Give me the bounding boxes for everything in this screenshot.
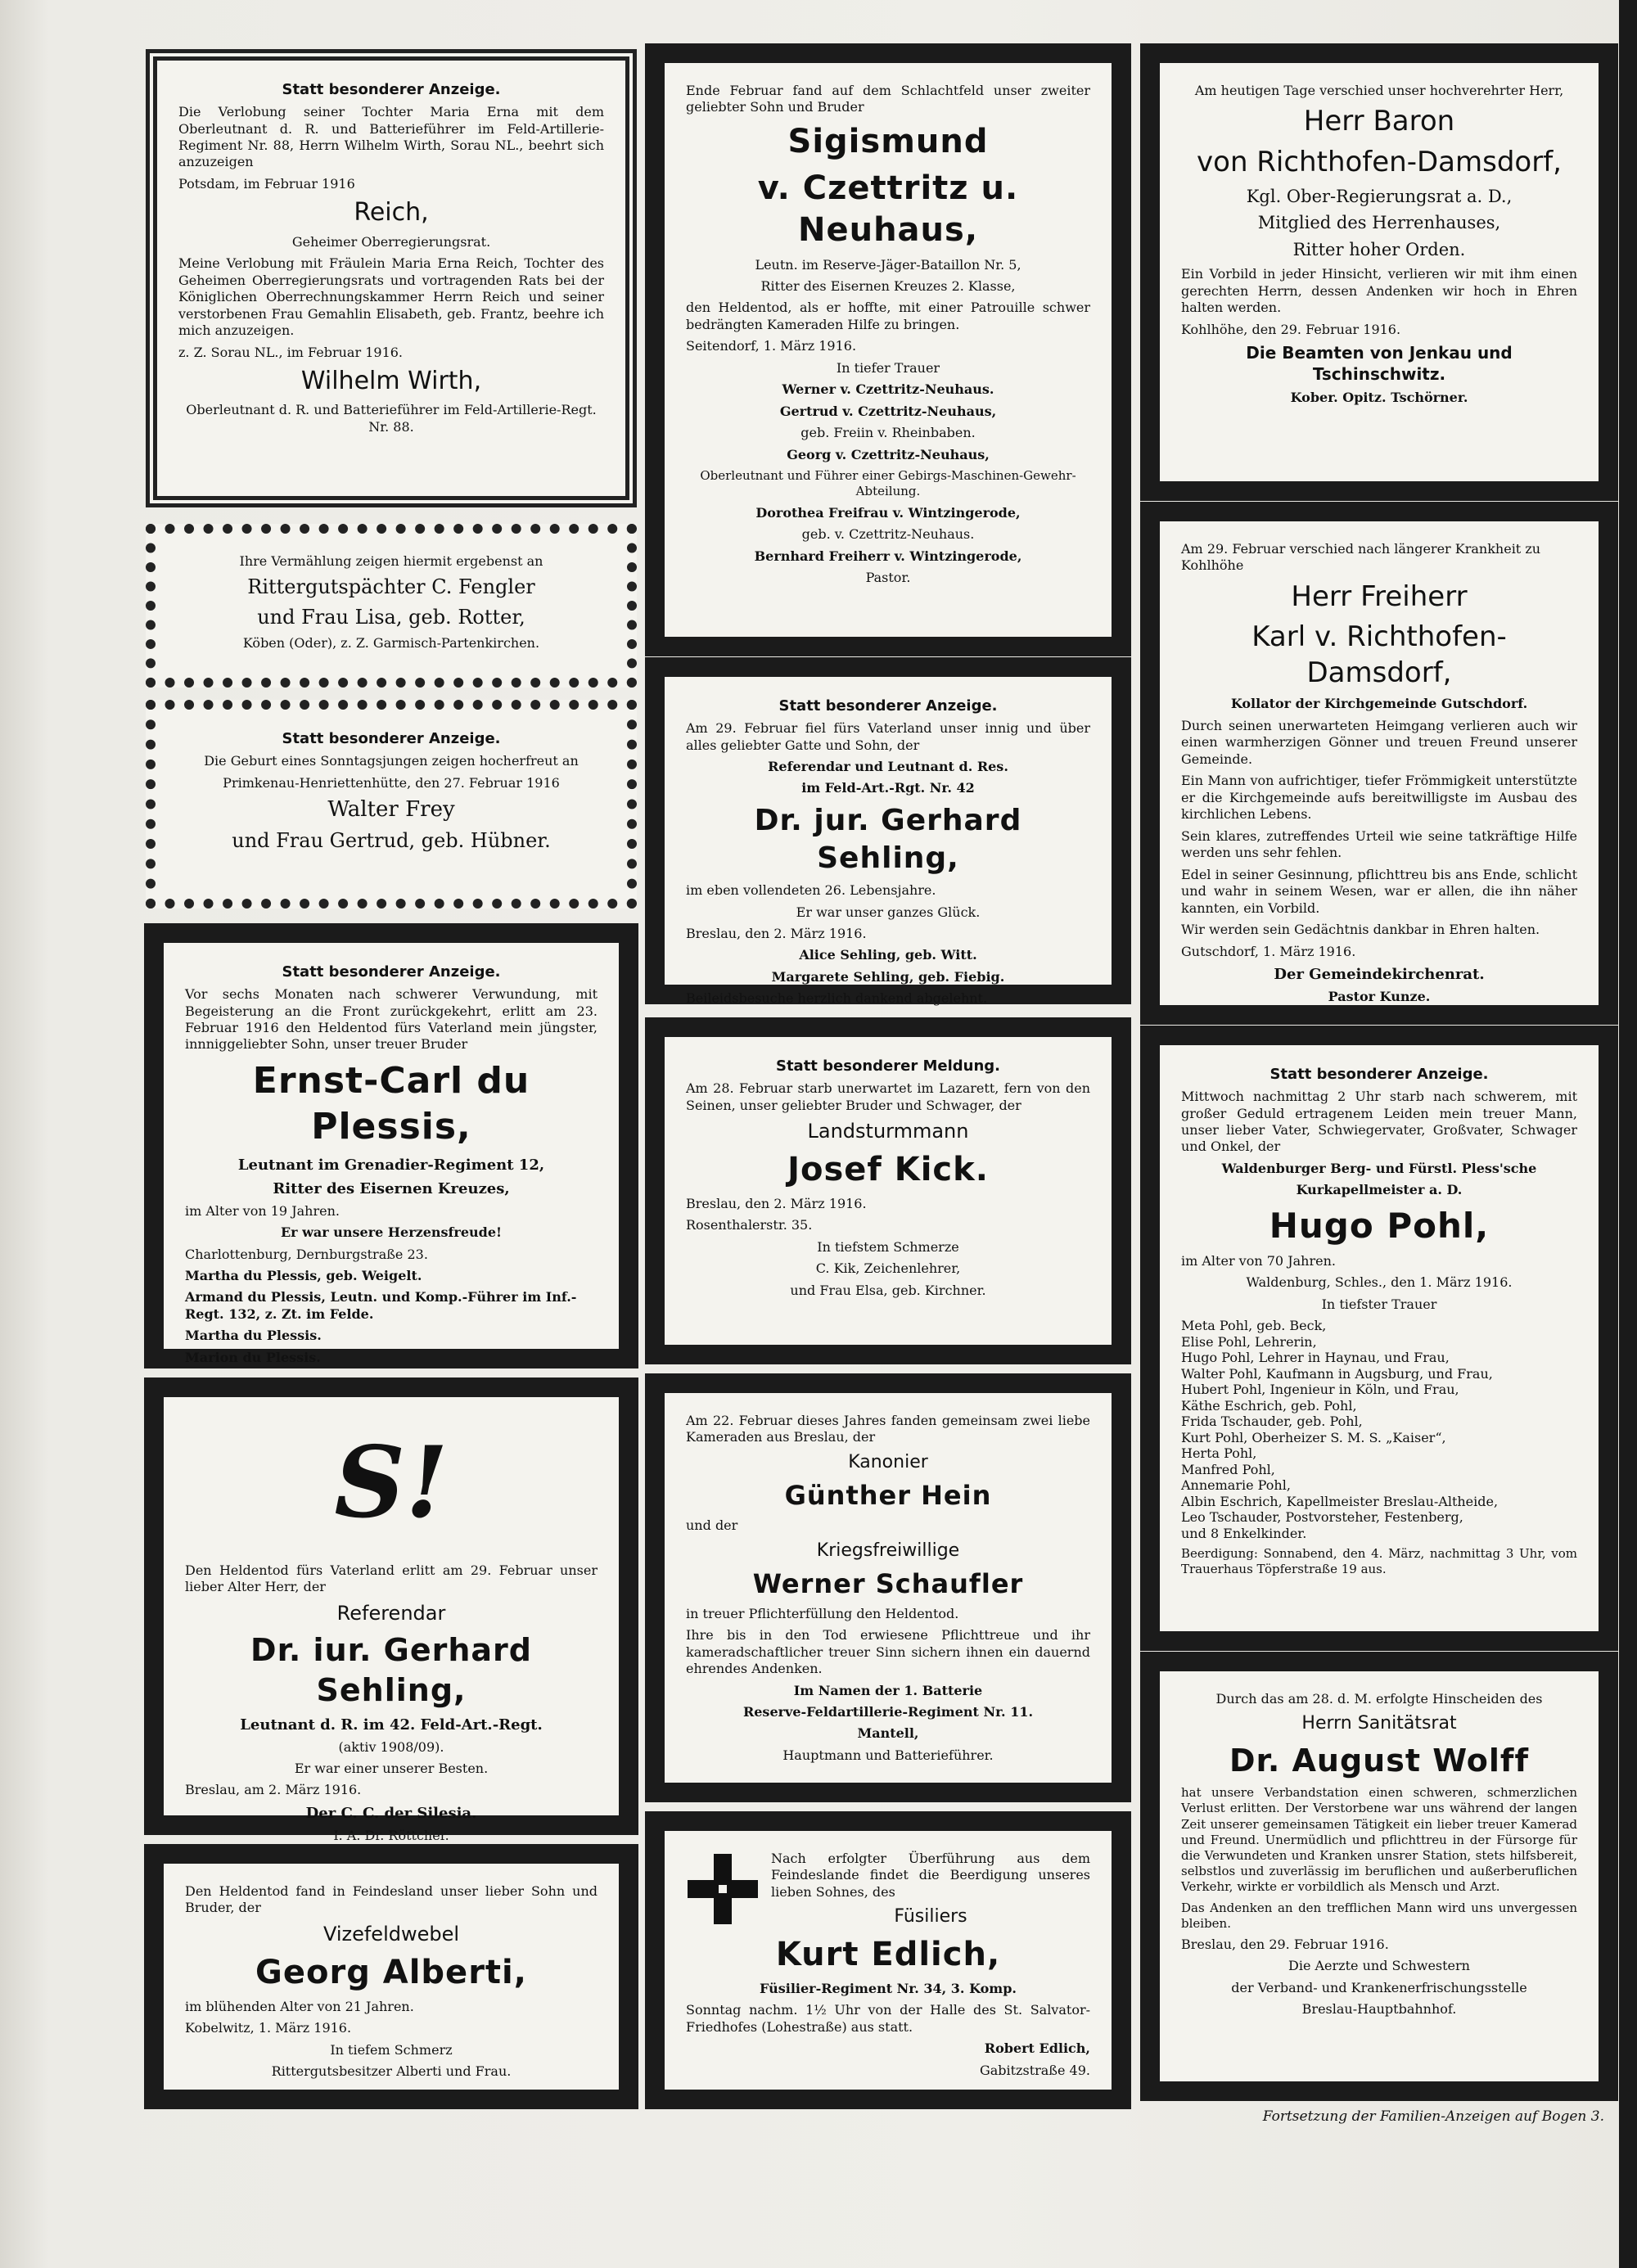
- ad-signature: Im Namen der 1. Batterie: [793, 1682, 983, 1698]
- ad-signature: und Frau Elsa, geb. Kirchner.: [790, 1282, 986, 1298]
- ad-signature: Breslau-Hauptbahnhof.: [1301, 2001, 1457, 2018]
- ad-signature: Herta Pohl,: [1181, 1445, 1257, 1462]
- ad-text: Durch seinen unerwarteten Heimgang verlieren auch wir einen warmherzigen Gönner und treuen Freund unserer Gemeinde.: [1181, 717, 1577, 767]
- ad-name: Walter Frey: [327, 796, 455, 822]
- ad-place: Breslau, am 2. März 1916.: [185, 1782, 362, 1798]
- obituary-kick: [647, 1019, 1130, 1363]
- ad-signature: Der C. C. der Silesia.: [305, 1804, 477, 1822]
- iron-cross-icon: [686, 1852, 760, 1926]
- ad-header: Statt besonderer Anzeige.: [282, 81, 501, 98]
- ad-header: Statt besonderer Anzeige.: [1269, 1066, 1489, 1083]
- ad-name: Sigismund: [787, 122, 989, 160]
- ad-name: von Richthofen-Damsdorf,: [1197, 145, 1562, 178]
- ad-signature: Hubert Pohl, Ingenieur in Köln, und Frau,: [1181, 1382, 1459, 1398]
- ad-name: und Frau Gertrud, geb. Hübner.: [232, 829, 551, 853]
- ad-name: Ernst-Carl du Plessis,: [252, 1059, 530, 1148]
- ad-rank: Füsilier-Regiment Nr. 34, 3. Komp.: [760, 1980, 1017, 1996]
- obituary-pohl: [1142, 1027, 1617, 1649]
- ad-text: Durch das am 28. d. M. erfolgte Hinscheiden des: [1215, 1691, 1543, 1707]
- ad-signature: der Verband- und Krankenerfrischungsstelle: [1231, 1979, 1527, 1995]
- ad-text: Die Verlobung seiner Tochter Maria Erna mit dem Oberleutnant d. R. und Batterieführer im Feld-Artillerie-Regiment Nr. 88, Herrn Wilhelm Wirth, Sorau NL., beehrt sich anzuzeigen: [178, 104, 604, 170]
- ad-text: Sein klares, zutreffendes Urteil wie seine tatkräftige Hilfe werden uns sehr fehlen.: [1181, 827, 1577, 861]
- ad-sub: Kriegsfreiwillige: [816, 1540, 960, 1561]
- ad-signature: Oberleutnant und Führer einer Gebirgs-Maschinen-Gewehr-Abteilung.: [700, 468, 1076, 499]
- ad-text: Am 28. Februar starb unerwartet im Lazarett, fern von den Seinen, unser geliebter Bruder und Schwager, der: [686, 1080, 1090, 1113]
- ad-signature: Gertrud v. Czettritz-Neuhaus,: [779, 403, 997, 419]
- obituary-baron-richthofen: [1142, 45, 1617, 499]
- ad-text: Wir werden sein Gedächtnis dankbar in Ehren halten.: [1181, 922, 1540, 938]
- engagement-notice: [146, 49, 637, 507]
- ad-text: Am heutigen Tage verschied unser hochverehrter Herr,: [1194, 83, 1564, 98]
- ad-place: Köben (Oder), z. Z. Garmisch-Partenkirchen.: [242, 634, 540, 651]
- ad-name: Hugo Pohl,: [1269, 1205, 1490, 1246]
- ad-grief: In tiefem Schmerz: [330, 2041, 453, 2058]
- ad-place: Gutschdorf, 1. März 1916.: [1181, 943, 1356, 959]
- ad-place: z. Z. Sorau NL., im Februar 1916.: [178, 344, 404, 360]
- fraternity-monogram: S!: [334, 1425, 449, 1540]
- ad-text: Ein Mann von aufrichtiger, tiefer Frömmigkeit unterstützte er die Kirchgemeinde aufs bereitwilligste im Ausbau des kirchlichen Lebens.: [1181, 773, 1577, 823]
- ad-sub: Kanonier: [848, 1451, 928, 1472]
- ad-signature: Leo Tschauder, Postvorsteher, Festenberg,: [1181, 1509, 1463, 1526]
- ad-signature: Dorothea Freifrau v. Wintzingerode,: [755, 504, 1021, 521]
- ad-text: Den Heldentod fand in Feindesland unser lieber Sohn und Bruder, der: [185, 1883, 598, 1916]
- ad-name: Josef Kick.: [787, 1150, 989, 1188]
- ad-sub: Referendar: [336, 1601, 446, 1625]
- ad-signature: Kober. Opitz. Tschörner.: [1290, 390, 1468, 406]
- ad-title: Oberleutnant d. R. und Batterieführer im Feld-Artillerie-Regt. Nr. 88.: [186, 402, 597, 435]
- obituary-freiherr-richthofen: [1142, 503, 1617, 1023]
- ad-text: Mittwoch nachmittag 2 Uhr starb nach schwerem, mit großer Geduld ertragenem Leiden mein treuer Mann, unser lieber Vater, Schwiegervater, Großvater, Schwager und Onkel, der: [1181, 1089, 1577, 1155]
- ad-text: hat unsere Verbandstation einen schweren, schmerzlichen Verlust erlitten. Der Verstorbene war uns während der langen Zeit unserer gemeinsamen Tätigkeit ein lieber treuer Kamerad und Freund. Unermüdlich und pflichttreu in der Fürsorge für die Verwundeten und Kranken unsrer Station, stets hilfsbereit, selbstlos und zuverlässig im beruflichen und außerberuflichen Verkehr, wirkte er vorbildlich als Mensch und Arzt.: [1181, 1785, 1577, 1895]
- ad-place: Kobelwitz, 1. März 1916.: [185, 2020, 352, 2036]
- ad-place: Breslau, den 2. März 1916.: [686, 1195, 867, 1211]
- ad-name: Rittergutspächter C. Fengler: [247, 575, 535, 599]
- ad-age: im Alter von 70 Jahren.: [1181, 1252, 1336, 1269]
- ad-title: Kurkapellmeister a. D.: [1296, 1182, 1463, 1198]
- ad-signature: Die Beamten von Jenkau und Tschinschwitz.: [1246, 343, 1513, 384]
- ad-funeral: Beerdigung: Sonnabend, den 4. März, nachmittag 3 Uhr, vom Trauerhaus Töpferstraße 19 aus.: [1181, 1546, 1577, 1577]
- ad-signature: Hauptmann und Batterieführer.: [782, 1747, 994, 1763]
- ad-signature: Meta Pohl, geb. Beck,: [1181, 1318, 1327, 1333]
- ad-grief: In tiefer Trauer: [836, 359, 940, 376]
- ad-text: und der: [686, 1517, 738, 1534]
- ad-text: Den Heldentod fürs Vaterland erlitt am 29. Februar unser lieber Alter Herr, der: [185, 1562, 598, 1595]
- ad-title: Ritter hoher Orden.: [1292, 240, 1466, 260]
- ad-signature: Hugo Pohl, Lehrer in Haynau, und Frau,: [1181, 1350, 1450, 1366]
- obituary-wolff: [1142, 1653, 1617, 2099]
- ad-text: Am 22. Februar dieses Jahres fanden gemeinsam zwei liebe Kameraden aus Breslau, der: [686, 1413, 1090, 1445]
- page-edge: [1619, 0, 1637, 2268]
- ad-place: Potsdam, im Februar 1916: [178, 175, 355, 192]
- ad-signature: Martha du Plessis, geb. Weigelt.: [185, 1268, 422, 1283]
- ad-name: Herr Baron: [1303, 105, 1455, 138]
- ad-name: Reich,: [354, 198, 429, 228]
- ad-signature: Rittergutsbesitzer Alberti und Frau.: [271, 2063, 512, 2080]
- ad-name: Herr Freiherr: [1291, 579, 1468, 613]
- ad-text: Sonntag nachm. 1½ Uhr von der Halle des St. Salvator-Friedhofes (Lohestraße) aus statt.: [686, 2002, 1090, 2035]
- ad-place: Breslau, den 29. Februar 1916.: [1181, 1936, 1389, 1952]
- ad-signature: Margarete Sehling, geb. Fiebig.: [771, 968, 1005, 985]
- ad-grief: In tiefstem Schmerze: [817, 1238, 959, 1255]
- wedding-notice: [146, 524, 637, 688]
- obituary-edlich: [647, 1813, 1130, 2108]
- ad-text: Ihre Vermählung zeigen hiermit ergebenst an: [239, 553, 543, 569]
- ad-name: Georg Alberti,: [255, 1953, 527, 1991]
- birth-notice: [146, 700, 637, 909]
- ad-honor: Ritter des Eisernen Kreuzes,: [273, 1179, 510, 1197]
- ad-text: Meine Verlobung mit Fräulein Maria Erna Reich, Tochter des Geheimen Oberregierungsrats und vortragenden Rats bei der Königlichen Oberrechnungskammer Herrn Reich und seiner verstorbenen Frau Gemahlin Elisabeth, geb. Frantz, beehre ich mich anzuzeigen.: [178, 255, 604, 339]
- obituary-sehling-silesia: [146, 1379, 637, 1843]
- ad-address: Rosenthalerstr. 35.: [686, 1217, 813, 1233]
- ad-motto: Er war unsere Herzensfreude!: [280, 1224, 503, 1241]
- ad-signature: Kurt Pohl, Oberheizer S. M. S. „Kaiser“,: [1181, 1429, 1446, 1445]
- ad-sub: Füsiliers: [894, 1906, 967, 1928]
- ad-signature: Der Gemeindekirchenrat.: [1274, 966, 1485, 984]
- ad-text: Am 29. Februar fiel fürs Vaterland unser innig und über alles geliebter Gatte und Sohn, der: [686, 720, 1090, 753]
- obituary-du-plessis: [146, 925, 637, 1367]
- ad-signature: Gabitzstraße 49.: [979, 2062, 1090, 2078]
- ad-name: und Frau Lisa, geb. Rotter,: [257, 606, 525, 629]
- ad-signature: geb. Freiin v. Rheinbaben.: [800, 425, 976, 441]
- ad-signature: Pastor.: [865, 569, 911, 585]
- continuation-note: Fortsetzung der Familien-Anzeigen auf Bogen 3.: [1262, 2108, 1604, 2125]
- ad-text: Ein Vorbild in jeder Hinsicht, verlieren wir mit ihm einen gerechten Herrn, dessen Andenken wir hoch in Ehren halten werden.: [1181, 266, 1577, 316]
- ad-signature: Robert Edlich,: [984, 2040, 1090, 2057]
- ad-name: Werner Schaufler: [752, 1567, 1024, 1599]
- ad-signature: Die Aerzte und Schwestern: [1288, 1958, 1470, 1974]
- ad-text: Ihre bis in den Tod erwiesene Pflichttreue und ihr kameradschaftlicher treuer Sinn sichern ihnen ein dauernd ehrendes Andenken.: [686, 1627, 1090, 1677]
- ad-signature: Walter Pohl, Kaufmann in Augsburg, und Frau,: [1181, 1365, 1493, 1382]
- ad-name: Günther Hein: [784, 1480, 992, 1512]
- ad-sub: Vizefeldwebel: [322, 1922, 460, 1946]
- ad-title: Kollator der Kirchgemeinde Gutschdorf.: [1230, 696, 1528, 712]
- ad-signature: Mantell,: [857, 1725, 919, 1742]
- ad-place: Seitendorf, 1. März 1916.: [686, 338, 857, 354]
- ad-text: Das Andenken an den trefflichen Mann wird uns unvergessen bleiben.: [1181, 1900, 1577, 1931]
- ad-name: Karl v. Richthofen-Damsdorf,: [1251, 620, 1507, 689]
- ad-title: Waldenburger Berg- und Fürstl. Pless'sche: [1221, 1160, 1537, 1176]
- ad-header: Statt besonderer Anzeige.: [778, 697, 998, 715]
- obituary-czettritz: [647, 45, 1130, 655]
- ad-note: Beileidsbesuche herzlich dankend abgelehnt.: [686, 990, 988, 1007]
- ad-signature: Marion du Plessis.: [185, 1349, 321, 1365]
- obituary-hein-schaufler: [647, 1375, 1130, 1801]
- ad-header: Statt besonderer Meldung.: [775, 1057, 1001, 1075]
- ad-name: Wilhelm Wirth,: [300, 367, 482, 396]
- ad-motto: Er war einer unserer Besten.: [294, 1761, 489, 1776]
- ad-signature: Frida Tschauder, geb. Pohl,: [1181, 1414, 1363, 1430]
- ad-header: Statt besonderer Anzeige.: [282, 730, 501, 747]
- ad-motto: Er war unser ganzes Glück.: [796, 904, 981, 920]
- ad-place: Kohlhöhe, den 29. Februar 1916.: [1181, 321, 1401, 337]
- ad-name: v. Czettritz u. Neuhaus,: [757, 169, 1019, 250]
- ad-signature: und 8 Enkelkinder.: [1181, 1525, 1307, 1541]
- ad-signature: Elise Pohl, Lehrerin,: [1181, 1333, 1317, 1350]
- ad-text: Vor sechs Monaten nach schwerer Verwundung, mit Begeisterung an die Front zurückgekehrt, erlitt am 23. Februar 1916 den Heldentod fürs Vaterland mein jüngster, innniggeliebter Sohn, unser treuer Bruder: [185, 986, 598, 1053]
- ad-place: Waldenburg, Schles., den 1. März 1916.: [1246, 1274, 1513, 1291]
- ad-rank: Leutnant d. R. im 42. Feld-Art.-Regt.: [240, 1716, 543, 1734]
- ad-rank: Leutn. im Reserve-Jäger-Bataillon Nr. 5,: [755, 256, 1021, 273]
- ad-active: (aktiv 1908/09).: [338, 1738, 444, 1755]
- ad-honor: Ritter des Eisernen Kreuzes 2. Klasse,: [760, 277, 1016, 294]
- ad-signature: I. A. Dr. Röttcher.: [333, 1827, 449, 1843]
- ad-place: Charlottenburg, Dernburgstraße 23.: [185, 1246, 428, 1262]
- ad-age: im Alter von 19 Jahren.: [185, 1202, 340, 1219]
- ad-rank: im Feld-Art.-Rgt. Nr. 42: [801, 780, 975, 796]
- obituary-alberti: [146, 1846, 637, 2108]
- ad-signature: Martha du Plessis.: [185, 1328, 322, 1344]
- ad-sub: Herrn Sanitätsrat: [1301, 1713, 1457, 1734]
- ad-age: im blühenden Alter von 21 Jahren.: [185, 1998, 414, 2014]
- ad-text: den Heldentod, als er hoffte, mit einer Patrouille schwer bedrängten Kameraden Hilfe zu bringen.: [686, 300, 1090, 332]
- ad-signature: geb. v. Czettritz-Neuhaus.: [801, 526, 975, 543]
- ad-rank: Referendar und Leutnant d. Res.: [768, 758, 1008, 774]
- ad-grief: In tiefster Trauer: [1321, 1296, 1437, 1312]
- ad-signature: Reserve-Feldartillerie-Regiment Nr. 11.: [742, 1703, 1034, 1720]
- ad-rank: Leutnant im Grenadier-Regiment 12,: [237, 1156, 545, 1174]
- ad-text: Am 29. Februar verschied nach längerer Krankheit zu Kohlhöhe: [1181, 541, 1541, 574]
- ad-signature: Werner v. Czettritz-Neuhaus.: [782, 381, 994, 398]
- ad-name: Dr. August Wolff: [1229, 1742, 1529, 1779]
- ad-signature: Manfred Pohl,: [1181, 1461, 1275, 1477]
- ad-signature: Bernhard Freiherr v. Wintzingerode,: [754, 548, 1022, 564]
- obituary-sehling-family: [647, 659, 1130, 1007]
- ad-title: Geheimer Oberregierungsrat.: [291, 233, 491, 250]
- ad-text: Ende Februar fand auf dem Schlachtfeld unser zweiter geliebter Sohn und Bruder: [686, 83, 1090, 115]
- ad-text: Nach erfolgter Überführung aus dem Feindeslande findet die Beerdigung unseres lieben Sohnes, des: [771, 1851, 1090, 1900]
- ad-text: Edel in seiner Gesinnung, pflichttreu bis ans Ende, schlicht und wahr in seinem Wesen, war er allen, die ihn näher kannten, ein Vorbild.: [1181, 866, 1577, 916]
- ad-signature: Georg v. Czettritz-Neuhaus,: [787, 446, 990, 462]
- ad-signature: Albin Eschrich, Kapellmeister Breslau-Altheide,: [1181, 1493, 1499, 1509]
- ad-title: Mitglied des Herrenhauses,: [1257, 213, 1501, 233]
- ad-sub: Landsturmmann: [807, 1119, 969, 1143]
- ad-name: Kurt Edlich,: [775, 1935, 1001, 1973]
- ad-text: Die Geburt eines Sonntagsjungen zeigen hocherfreut an: [204, 753, 579, 769]
- ad-place: Primkenau-Henriettenhütte, den 27. Februar 1916: [223, 774, 560, 791]
- ad-signature: Annemarie Pohl,: [1181, 1477, 1291, 1494]
- ad-signature: Pastor Kunze.: [1328, 989, 1431, 1005]
- ad-name: Dr. jur. Gerhard Sehling,: [754, 803, 1022, 875]
- ad-name: Dr. iur. Gerhard Sehling,: [250, 1632, 532, 1708]
- ad-header: Statt besonderer Anzeige.: [282, 963, 501, 981]
- ad-signature: C. Kik, Zeichenlehrer,: [815, 1260, 961, 1277]
- ad-title: Kgl. Ober-Regierungsrat a. D.,: [1246, 186, 1513, 206]
- ad-signature: Käthe Eschrich, geb. Pohl,: [1181, 1397, 1357, 1414]
- ad-age: im eben vollendeten 26. Lebensjahre.: [686, 882, 936, 899]
- ad-place: Breslau, den 2. März 1916.: [686, 926, 867, 941]
- ad-signature: Alice Sehling, geb. Witt.: [799, 947, 977, 963]
- ad-text: in treuer Pflichterfüllung den Heldentod.: [686, 1605, 959, 1621]
- ad-signature: Armand du Plessis, Leutn. und Komp.-Führer im Inf.-Regt. 132, z. Zt. im Felde.: [185, 1289, 577, 1322]
